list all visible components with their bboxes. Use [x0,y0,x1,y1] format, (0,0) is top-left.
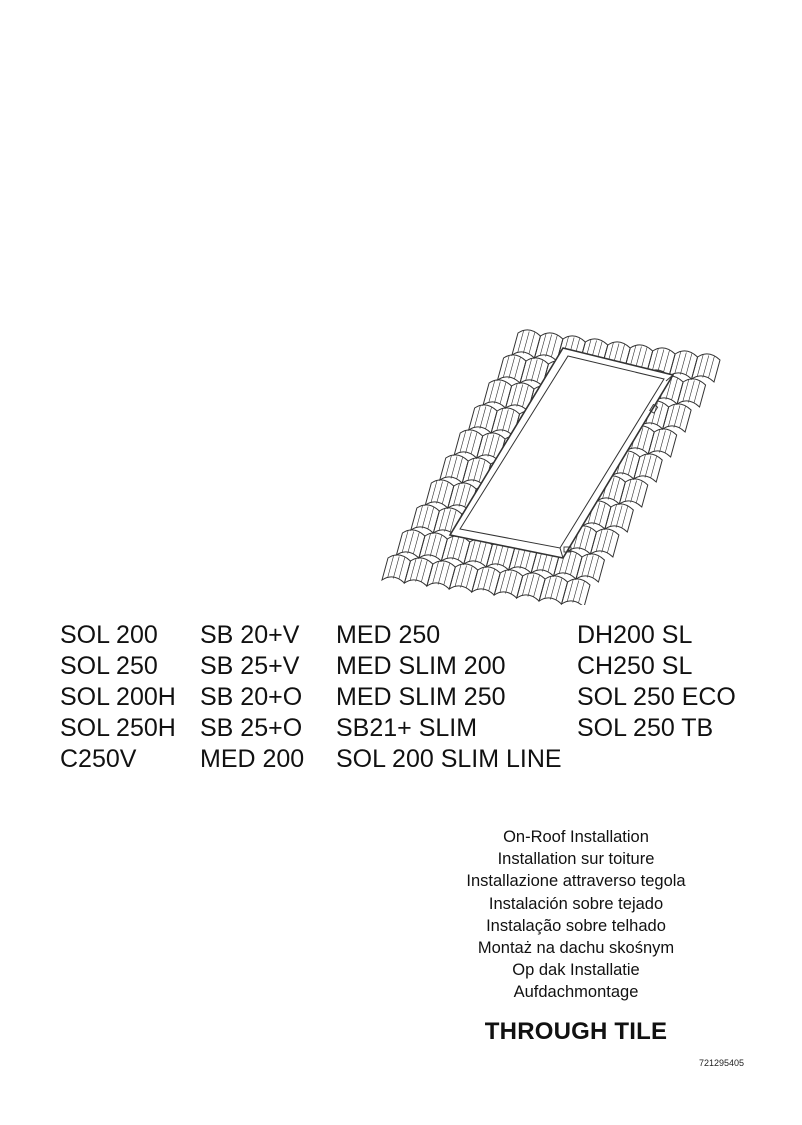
tile-ridge-line [652,349,658,371]
model-name: SOL 250 [60,652,158,680]
tile-ridge-line [500,382,506,404]
tile-ridge-line [489,381,495,403]
roof-tile [605,504,633,532]
tile-ridge-line [599,503,605,525]
tile-ridge-line [703,356,709,378]
document-code: 721295405 [698,1058,744,1068]
tile-ridge-line [500,571,506,593]
tile-ridge-line [416,560,422,582]
tile-ridge-line [643,428,649,450]
roof-tile [469,405,497,433]
model-name: SOL 200H [60,683,176,711]
model-name: SOL 250H [60,714,176,742]
tile-ridge-line [565,553,571,575]
tile-ridge-line [511,384,517,406]
tile-ridge-line [473,460,479,482]
tile-ridge-line [697,355,703,377]
tile-ridge-line [607,531,613,553]
tile-ridge-line [688,381,694,403]
tile-ridge-line [431,481,437,503]
tile-ridge-line [631,481,637,503]
tile-ridge-line [388,556,394,578]
tile-ridge-line [444,563,450,585]
roof-tile [454,430,482,458]
installation-title: Instalación sobre tejado [488,894,664,913]
tile-ridge-line [494,382,500,404]
tile-ridge-line [428,507,434,529]
tile-ridge-line [442,482,448,504]
model-name: SB 20+O [200,683,303,711]
tile-ridge-line [468,459,474,481]
tile-ridge-line [545,577,551,599]
roof-tile [411,505,439,533]
tile-ridge-line [665,431,671,453]
tile-ridge-line [503,356,509,378]
roof-tile [494,570,522,598]
tile-ridge-line [546,335,552,357]
tile-ridge-line [680,406,686,428]
tile-ridge-line [523,332,529,354]
tile-ridge-line [430,535,436,557]
roof-tile [648,429,676,457]
model-column-1 [60,620,176,775]
tile-ridge-line [465,432,471,454]
model-name: MED 250 [336,621,441,649]
tile-ridge-line [413,532,419,554]
tile-ridge-line [453,484,459,506]
tile-ridge-line [502,410,508,432]
roof-tile [692,354,720,382]
tile-ridge-line [645,456,651,478]
tile-ridge-line [447,537,453,559]
tile-ridge-line [453,538,459,560]
tile-ridge-line [675,352,681,374]
tile-ridge-line [445,510,451,532]
tile-ridge-line [425,534,431,556]
solar-collector-panel [450,348,673,558]
tile-ridge-line [622,506,628,528]
installation-title-list [420,826,732,1004]
tile-ridge-line [659,431,665,453]
tile-ridge-line [492,543,498,565]
model-column-3 [336,620,562,775]
tile-ridge-line [438,563,444,585]
tile-ridge-line [664,350,670,372]
tile-ridge-line [457,457,463,479]
tile-ridge-line [680,353,686,375]
installation-title: Installazione attraverso tegola [466,872,686,891]
tile-ridge-line [596,530,602,552]
tile-ridge-line [458,538,464,560]
tile-ridge-line [461,566,467,588]
tile-ridge-line [616,506,622,528]
tile-ridge-line [654,430,660,452]
tile-ridge-line [522,385,528,407]
tile-ridge-line [509,357,515,379]
tile-ridge-line [528,575,534,597]
model-name: MED SLIM 200 [336,652,506,680]
tile-ridge-line [475,541,481,563]
model-name: DH200 SL [577,621,693,649]
tile-ridge-line [651,456,657,478]
tile-ridge-line [551,335,557,357]
tile-ridge-line [508,410,514,432]
tile-ridge-line [402,531,408,553]
roof-tile [590,529,618,557]
roof-tile [619,479,647,507]
tile-ridge-line [408,532,414,554]
installation-title: Aufdachmontage [513,983,639,1002]
tile-ridge-line [439,509,445,531]
tile-ridge-line [481,541,487,563]
roof-tile [427,561,455,589]
tile-ridge-line [410,559,416,581]
tile-ridge-line [455,565,461,587]
tile-ridge-line [469,540,475,562]
installation-title: Instalação sobre telhado [486,916,666,935]
tile-ridge-line [477,568,483,590]
roof-tile [512,330,540,358]
tile-ridge-line [518,331,524,353]
tile-ridge-line [556,578,562,600]
tile-ridge-line [474,406,480,428]
tile-ridge-line [445,456,451,478]
tile-ridge-line [668,405,674,427]
tile-ridge-line [540,334,546,356]
roof-tile [440,455,468,483]
installation-title: On-Roof Installation [503,828,649,846]
tile-ridge-line [483,569,489,591]
tile-ridge-line [537,360,543,382]
tile-ridge-line [614,478,620,500]
tile-ridge-line [686,353,692,375]
tile-ridge-line [674,406,680,428]
tile-ridge-line [451,457,457,479]
tile-ridge-line [639,455,645,477]
tile-ridge-line [460,431,466,453]
tile-ridge-line [482,434,488,456]
tile-ridge-line [488,435,494,457]
model-name: CH250 SL [577,652,693,680]
tile-ridge-line [497,544,503,566]
model-name: SB 25+O [200,714,303,742]
tile-ridge-line [393,557,399,579]
tile-ridge-line [658,350,664,372]
model-column-4 [577,620,736,744]
tile-ridge-line [526,359,532,381]
roof-tile [539,576,567,604]
roof-tile [498,355,526,383]
tile-ridge-line [399,557,405,579]
roof-tile [382,555,410,583]
model-name: SOL 200 [60,621,158,649]
tile-ridge-line [486,407,492,429]
tile-ridge-line [578,581,584,603]
roof-tile [425,480,453,508]
roof-tile [449,564,477,592]
tile-ridge-line [593,556,599,578]
model-name: SOL 200 SLIM LINE [336,745,562,773]
tile-ridge-line [437,482,443,504]
tile-ridge-line [602,531,608,553]
tile-ridge-line [417,506,423,528]
roof-tile [404,558,432,586]
roof-tile [576,554,604,582]
roof-tile [396,530,424,558]
tile-ridge-line [573,581,579,603]
tile-ridge-line [636,481,642,503]
tile-ridge-line [522,574,528,596]
roof-tile [517,573,545,601]
tile-ridge-line [421,560,427,582]
tile-ridge-line [436,535,442,557]
tile-ridge-line [694,381,700,403]
tile-ridge-line [683,380,689,402]
model-name: MED 200 [200,745,305,773]
tile-ridge-line [529,332,535,354]
tile-ridge-line [459,485,465,507]
tile-ridge-line [582,555,588,577]
tile-ridge-line [628,453,634,475]
installation-title: Op dak Installatie [512,961,640,980]
tile-ridge-line [585,528,591,550]
tile-ridge-line [625,480,631,502]
installation-title: Installation sur toiture [497,850,655,869]
tile-ridge-line [517,385,523,407]
roof-tile [663,404,691,432]
tile-ridge-line [433,562,439,584]
tile-ridge-line [514,357,520,379]
tile-ridge-line [489,569,495,591]
tile-ridge-line [611,505,617,527]
model-column-2 [200,620,304,775]
model-name: SB21+ SLIM [336,714,478,742]
roof-tile [677,379,705,407]
tile-ridge-line [567,580,573,602]
model-name: SB 20+V [200,621,300,649]
model-name: SB 25+V [200,652,300,680]
tile-ridge-line [587,556,593,578]
tile-ridge-line [511,572,517,594]
model-name: SOL 250 ECO [577,683,736,711]
tile-ridge-line [570,553,576,575]
tile-ridge-line [708,356,714,378]
roof-tile [472,567,500,595]
tile-ridge-line [531,360,537,382]
tile-ridge-line [672,378,678,400]
model-name: SOL 250 TB [577,714,714,742]
tile-ridge-line [480,407,486,429]
tile-ridge-line [471,432,477,454]
model-name: C250V [60,745,137,773]
tile-ridge-line [641,347,647,369]
subtitle: THROUGH TILE [484,1018,668,1045]
tile-ridge-line [534,575,540,597]
roof-tile [441,536,469,564]
tile-ridge-line [422,507,428,529]
tile-ridge-line [505,572,511,594]
roof-tile [419,533,447,561]
installation-title: Montaż na dachu skośnym [477,939,675,958]
model-name: MED SLIM 250 [336,683,506,711]
tile-ridge-line [657,403,663,425]
roof-tile [634,454,662,482]
roof-collector-illustration [380,315,725,605]
roof-tile [483,380,511,408]
tile-ridge-line [550,578,556,600]
tile-ridge-line [497,409,503,431]
tile-ridge-line [466,566,472,588]
